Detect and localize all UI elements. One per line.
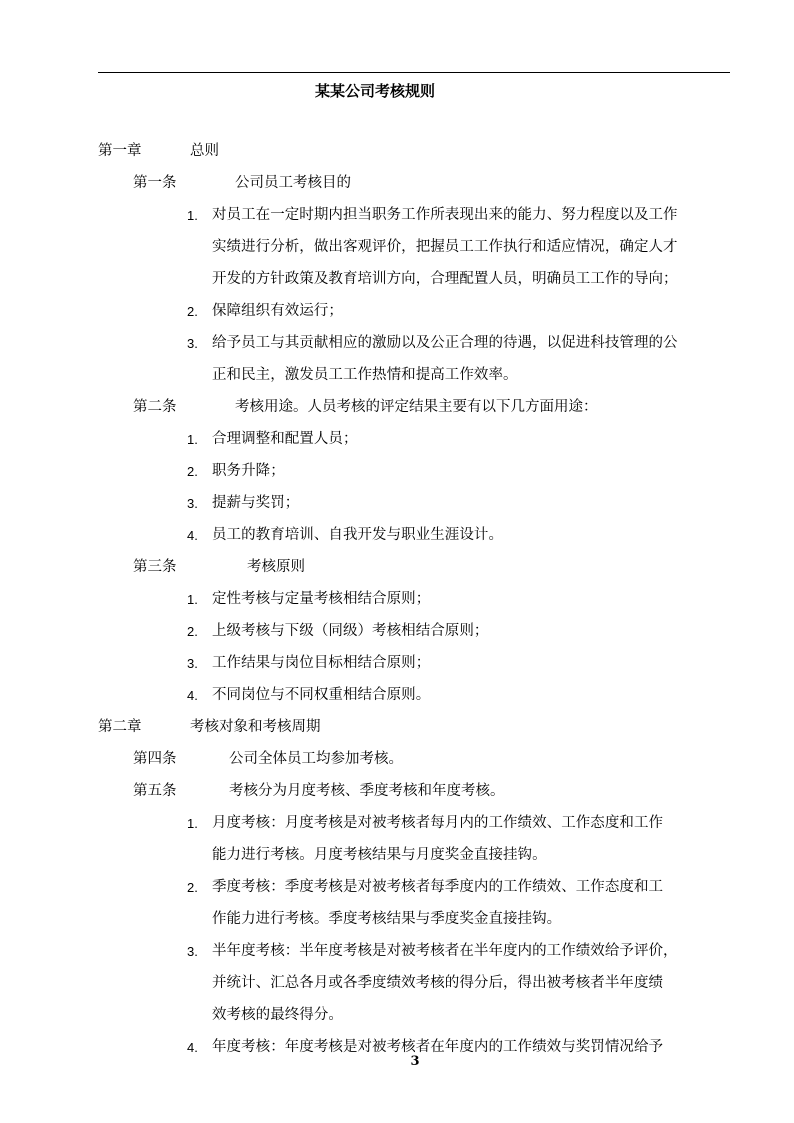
list-number: 4. bbox=[187, 528, 198, 543]
list-text-line: 工作结果与岗位目标相结合原则； bbox=[212, 655, 431, 671]
list-text-line: 作能力进行考核。季度考核结果与季度奖金直接挂钩。 bbox=[212, 911, 562, 927]
list-text-line: 实绩进行分析，做出客观评价，把握员工工作执行和适应情况，确定人才 bbox=[212, 239, 678, 255]
list-text-line: 开发的方针政策及教育培训方向，合理配置人员，明确员工工作的导向； bbox=[212, 271, 678, 287]
chapter-label: 第二章 bbox=[98, 719, 142, 735]
list-text-line: 定性考核与定量考核相结合原则； bbox=[212, 591, 431, 607]
list-number: 3. bbox=[187, 496, 198, 511]
list-number: 4. bbox=[187, 688, 198, 703]
list-text-line: 并统计、汇总各月或各季度绩效考核的得分后，得出被考核者半年度绩 bbox=[212, 975, 664, 991]
article-heading bbox=[133, 749, 403, 769]
chapter-title: 总则 bbox=[190, 143, 219, 159]
article-label: 第三条 bbox=[133, 559, 177, 575]
article-text: 公司员工考核目的 bbox=[235, 175, 351, 191]
list-text-line: 半年度考核：半年度考核是对被考核者在半年度内的工作绩效给予评价， bbox=[212, 943, 678, 959]
article-text: 考核原则 bbox=[247, 559, 305, 575]
article-label: 第五条 bbox=[133, 783, 177, 799]
chapter-title: 考核对象和考核周期 bbox=[190, 719, 321, 735]
list-number: 3. bbox=[187, 336, 198, 351]
article-label: 第四条 bbox=[133, 751, 177, 767]
list-text-line: 上级考核与下级（同级）考核相结合原则； bbox=[212, 623, 489, 639]
list-number: 3. bbox=[187, 944, 198, 959]
list-text-line: 给予员工与其贡献相应的激励以及公正合理的待遇，以促进科技管理的公 bbox=[212, 335, 678, 351]
list-number: 2. bbox=[187, 464, 198, 479]
chapter-label: 第一章 bbox=[98, 143, 142, 159]
list-number: 2. bbox=[187, 624, 198, 639]
chapter-heading bbox=[98, 141, 219, 161]
list-text-line: 能力进行考核。月度考核结果与月度奖金直接挂钩。 bbox=[212, 847, 547, 863]
list-text-line: 年度考核：年度考核是对被考核者在年度内的工作绩效与奖罚情况给予 bbox=[212, 1039, 664, 1055]
list-text-line: 保障组织有效运行； bbox=[212, 303, 343, 319]
article-heading bbox=[133, 781, 505, 801]
article-text: 考核用途。人员考核的评定结果主要有以下几方面用途： bbox=[235, 399, 598, 415]
list-text-line: 季度考核：季度考核是对被考核者每季度内的工作绩效、工作态度和工 bbox=[212, 879, 664, 895]
list-number: 4. bbox=[187, 1040, 198, 1055]
list-text-line: 月度考核：月度考核是对被考核者每月内的工作绩效、工作态度和工作 bbox=[212, 815, 664, 831]
list-text-line: 提薪与奖罚； bbox=[212, 495, 300, 511]
article-label: 第二条 bbox=[133, 399, 177, 415]
list-number: 1. bbox=[187, 592, 198, 607]
article-label: 第一条 bbox=[133, 175, 177, 191]
page-number: 3 bbox=[410, 1054, 420, 1069]
article-heading bbox=[133, 557, 305, 577]
list-number: 2. bbox=[187, 880, 198, 895]
list-text-line: 正和民主，激发员工工作热情和提高工作效率。 bbox=[212, 367, 518, 383]
list-text-line: 对员工在一定时期内担当职务工作所表现出来的能力、努力程度以及工作 bbox=[212, 207, 678, 223]
document-title: 某某公司考核规则 bbox=[314, 82, 435, 100]
list-text-line: 员工的教育培训、自我开发与职业生涯设计。 bbox=[212, 527, 503, 543]
article-heading bbox=[133, 397, 598, 417]
list-text-line: 不同岗位与不同权重相结合原则。 bbox=[212, 687, 431, 703]
list-number: 2. bbox=[187, 304, 198, 319]
list-number: 1. bbox=[187, 432, 198, 447]
article-text: 考核分为月度考核、季度考核和年度考核。 bbox=[229, 783, 505, 799]
list-text-line: 效考核的最终得分。 bbox=[212, 1007, 343, 1023]
list-text-line: 职务升降； bbox=[212, 463, 285, 479]
chapter-heading bbox=[98, 717, 321, 737]
header-rule bbox=[98, 72, 730, 73]
list-number: 3. bbox=[187, 656, 198, 671]
list-number: 1. bbox=[187, 816, 198, 831]
list-text-line: 合理调整和配置人员； bbox=[212, 431, 358, 447]
list-number: 1. bbox=[187, 208, 198, 223]
article-text: 公司全体员工均参加考核。 bbox=[229, 751, 403, 767]
article-heading bbox=[133, 173, 351, 193]
